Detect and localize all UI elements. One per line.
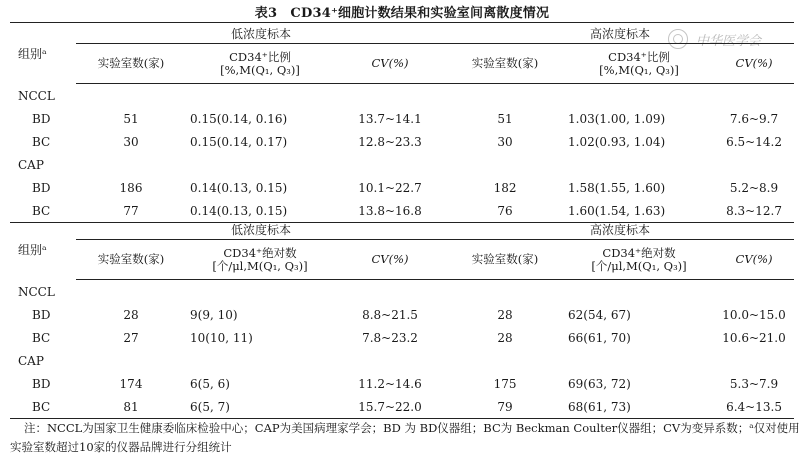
low-median-value: 6(5, 7) bbox=[186, 395, 334, 419]
high-lab-count: 28 bbox=[497, 307, 513, 322]
high-median-value: 69(63, 72) bbox=[568, 376, 631, 391]
watermark-text: 中华医学会 bbox=[696, 33, 762, 49]
high-cv-range: 6.5~14.2 bbox=[726, 134, 782, 149]
high-lab-count: 30 bbox=[497, 134, 513, 149]
proportion-table bbox=[10, 22, 794, 223]
high-median-value: 66(61, 70) bbox=[568, 330, 631, 345]
category-label: NCCL bbox=[18, 284, 55, 299]
group-header: 组别ᵃ bbox=[18, 242, 47, 257]
low-lab-count: 51 bbox=[123, 111, 139, 126]
low-concentration-header: 低浓度标本 bbox=[76, 23, 446, 44]
high-lab-count: 182 bbox=[493, 180, 517, 195]
table-row bbox=[10, 395, 794, 419]
high-median-value: 1.58(1.55, 1.60) bbox=[568, 180, 666, 195]
low-lab-count: 186 bbox=[119, 180, 143, 195]
low-cv-range: 11.2~14.6 bbox=[358, 376, 422, 391]
category-label: NCCL bbox=[18, 88, 55, 103]
col-labs: 实验室数(家) bbox=[76, 44, 186, 84]
high-median-value: 68(61, 73) bbox=[564, 395, 714, 419]
col-measure: CD34⁺比例 [%,M(Q₁, Q₃)] bbox=[186, 44, 334, 84]
low-cv-range: 12.8~23.3 bbox=[358, 134, 422, 149]
low-lab-count: 28 bbox=[123, 307, 139, 322]
table-row bbox=[10, 130, 794, 153]
col-cv: CV(%) bbox=[714, 44, 794, 84]
low-cv-range: 13.8~16.8 bbox=[334, 199, 446, 223]
high-cv-range: 10.0~15.0 bbox=[722, 307, 786, 322]
low-median-value: 0.14(0.13, 0.15) bbox=[190, 180, 288, 195]
low-concentration-header: 低浓度标本 bbox=[76, 219, 446, 240]
high-concentration-header: 高浓度标本 bbox=[446, 23, 794, 44]
col-cv: CV(%) bbox=[714, 240, 794, 280]
low-median-value: 0.14(0.13, 0.15) bbox=[186, 199, 334, 223]
high-lab-count: 175 bbox=[493, 376, 517, 391]
low-lab-count: 27 bbox=[123, 330, 139, 345]
row-label: BD bbox=[32, 111, 51, 126]
low-cv-range: 10.1~22.7 bbox=[358, 180, 422, 195]
table-row bbox=[10, 326, 794, 349]
low-cv-range: 15.7~22.0 bbox=[334, 395, 446, 419]
row-label: BC bbox=[32, 134, 51, 149]
category-label: CAP bbox=[18, 157, 44, 172]
high-cv-range: 6.4~13.5 bbox=[714, 395, 794, 419]
high-lab-count: 79 bbox=[446, 395, 564, 419]
low-lab-count: 81 bbox=[76, 395, 186, 419]
low-cv-range: 7.8~23.2 bbox=[362, 330, 418, 345]
col-labs: 实验室数(家) bbox=[446, 44, 564, 84]
high-lab-count: 51 bbox=[497, 111, 513, 126]
row-label: BC bbox=[10, 395, 76, 419]
high-lab-count: 76 bbox=[446, 199, 564, 223]
high-cv-range: 10.6~21.0 bbox=[722, 330, 786, 345]
table-title: 表3 CD34⁺细胞计数结果和实验室间离散度情况 bbox=[254, 6, 550, 21]
row-label: BD bbox=[32, 180, 51, 195]
row-label: BC bbox=[32, 330, 51, 345]
absolute-count-table bbox=[10, 219, 794, 419]
low-median-value: 0.15(0.14, 0.17) bbox=[190, 134, 288, 149]
row-label: BD bbox=[32, 307, 51, 322]
high-lab-count: 28 bbox=[497, 330, 513, 345]
group-header: 组别ᵃ bbox=[18, 46, 47, 61]
table-footnote: 注：NCCL为国家卫生健康委临床检验中心；CAP为美国病理家学会；BD 为 BD仪器组；BC为 Beckman Coulter仪器组；CV为变异系数；ᵃ仅对使用实验室数超过10家的仪器品牌进行分组统计 bbox=[10, 421, 800, 454]
col-cv: CV(%) bbox=[334, 240, 446, 280]
high-median-value: 62(54, 67) bbox=[568, 307, 631, 322]
low-lab-count: 30 bbox=[123, 134, 139, 149]
high-cv-range: 7.6~9.7 bbox=[729, 111, 779, 126]
table-row bbox=[10, 372, 794, 395]
low-median-value: 0.15(0.14, 0.16) bbox=[190, 111, 288, 126]
low-median-value: 10(10, 11) bbox=[190, 330, 253, 345]
table-row bbox=[10, 176, 794, 199]
low-median-value: 9(9, 10) bbox=[190, 307, 238, 322]
row-label: BD bbox=[32, 376, 51, 391]
category-label: CAP bbox=[18, 353, 44, 368]
table-row bbox=[10, 107, 794, 130]
low-cv-range: 8.8~21.5 bbox=[362, 307, 418, 322]
high-cv-range: 5.3~7.9 bbox=[729, 376, 779, 391]
col-measure: CD34⁺绝对数 [个/μl,M(Q₁, Q₃)] bbox=[564, 240, 714, 280]
high-median-value: 1.60(1.54, 1.63) bbox=[564, 199, 714, 223]
col-measure: CD34⁺绝对数 [个/μl,M(Q₁, Q₃)] bbox=[186, 240, 334, 280]
high-concentration-header: 高浓度标本 bbox=[446, 219, 794, 240]
col-labs: 实验室数(家) bbox=[446, 240, 564, 280]
row-label: BC bbox=[10, 199, 76, 223]
high-median-value: 1.03(1.00, 1.09) bbox=[568, 111, 666, 126]
high-median-value: 1.02(0.93, 1.04) bbox=[568, 134, 666, 149]
low-cv-range: 13.7~14.1 bbox=[358, 111, 422, 126]
col-measure: CD34⁺比例 [%,M(Q₁, Q₃)] bbox=[564, 44, 714, 84]
low-lab-count: 174 bbox=[119, 376, 143, 391]
high-cv-range: 8.3~12.7 bbox=[714, 199, 794, 223]
col-cv: CV(%) bbox=[334, 44, 446, 84]
high-cv-range: 5.2~8.9 bbox=[729, 180, 779, 195]
table-row bbox=[10, 303, 794, 326]
low-lab-count: 77 bbox=[76, 199, 186, 223]
low-median-value: 6(5, 6) bbox=[190, 376, 230, 391]
col-labs: 实验室数(家) bbox=[76, 240, 186, 280]
